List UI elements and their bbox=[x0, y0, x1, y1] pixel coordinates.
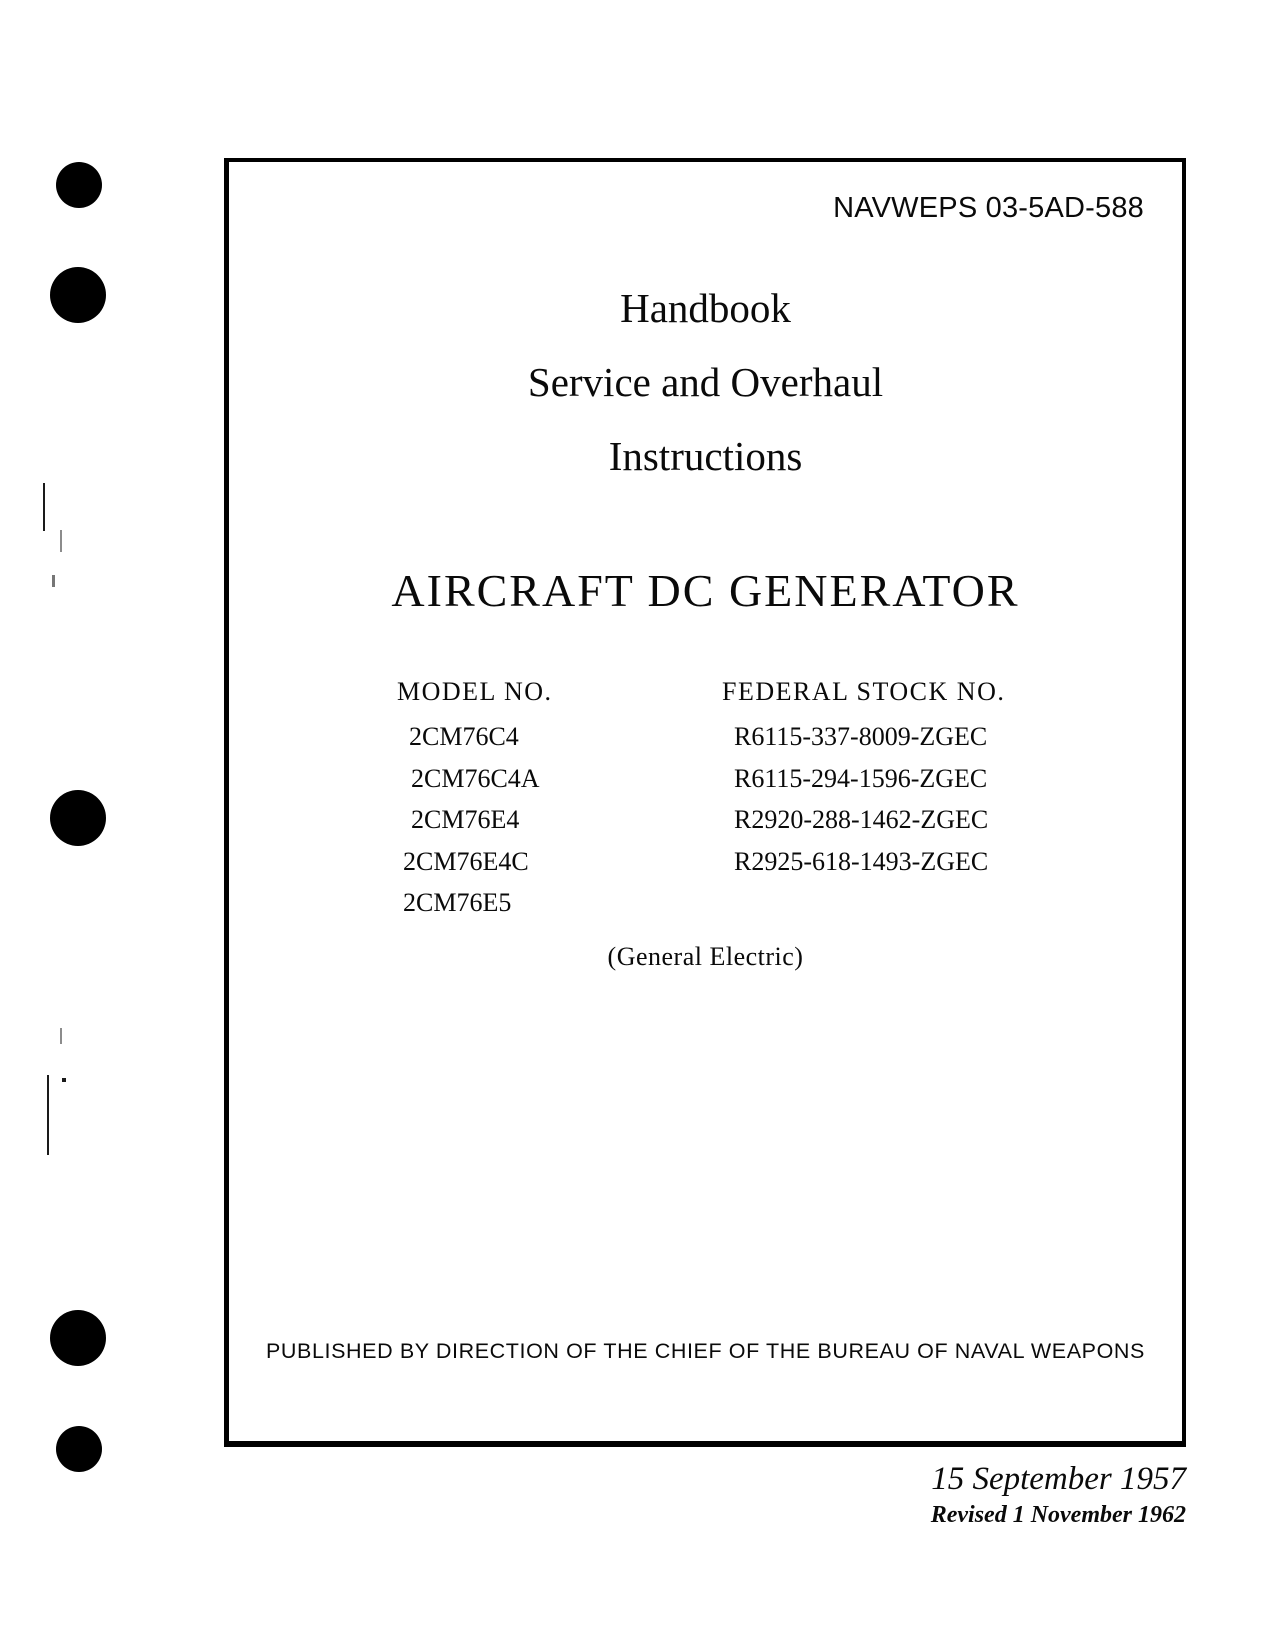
manufacturer: (General Electric) bbox=[607, 942, 804, 971]
revision-date: Revised 1 November 1962 bbox=[930, 1502, 1186, 1528]
stock-header: FEDERAL STOCK NO. bbox=[722, 677, 1006, 706]
title-line-handbook: Handbook bbox=[620, 285, 791, 331]
stock-number: R6115-337-8009-ZGEC bbox=[734, 722, 988, 751]
scan-mark bbox=[62, 1078, 66, 1082]
binder-hole bbox=[50, 1310, 106, 1366]
scan-mark bbox=[43, 483, 45, 531]
stock-number: R2925-618-1493-ZGEC bbox=[734, 846, 989, 876]
scan-mark bbox=[60, 530, 62, 552]
model-number: 2CM76E4C bbox=[403, 846, 529, 876]
cover-frame bbox=[224, 158, 1186, 1447]
stock-number: R2920-288-1462-ZGEC bbox=[734, 805, 989, 834]
title-line-service: Service and Overhaul bbox=[527, 359, 884, 405]
model-header: MODEL NO. bbox=[397, 677, 553, 706]
binder-hole bbox=[50, 790, 106, 846]
document-number: NAVWEPS 03-5AD-588 bbox=[833, 192, 1144, 224]
binder-hole bbox=[56, 162, 102, 208]
scan-mark bbox=[47, 1075, 49, 1155]
model-number: 2CM76C4A bbox=[411, 763, 540, 793]
model-number: 2CM76C4 bbox=[409, 722, 519, 751]
scan-mark bbox=[52, 575, 55, 587]
publication-date: 15 September 1957 bbox=[931, 1461, 1186, 1497]
scan-mark bbox=[60, 1028, 62, 1044]
title-line-instructions: Instructions bbox=[608, 433, 803, 479]
binder-hole bbox=[56, 1426, 102, 1472]
stock-column bbox=[722, 677, 1005, 885]
binder-hole bbox=[50, 267, 106, 323]
publisher-statement: PUBLISHED BY DIRECTION OF THE CHIEF OF THE BUREAU OF NAVAL WEAPONS bbox=[265, 1339, 1146, 1363]
model-number: 2CM76E4 bbox=[411, 805, 520, 834]
equipment-title: AIRCRAFT DC GENERATOR bbox=[391, 565, 1020, 616]
model-column bbox=[397, 677, 553, 927]
stock-number: R6115-294-1596-ZGEC bbox=[734, 763, 988, 793]
model-number: 2CM76E5 bbox=[403, 888, 512, 917]
